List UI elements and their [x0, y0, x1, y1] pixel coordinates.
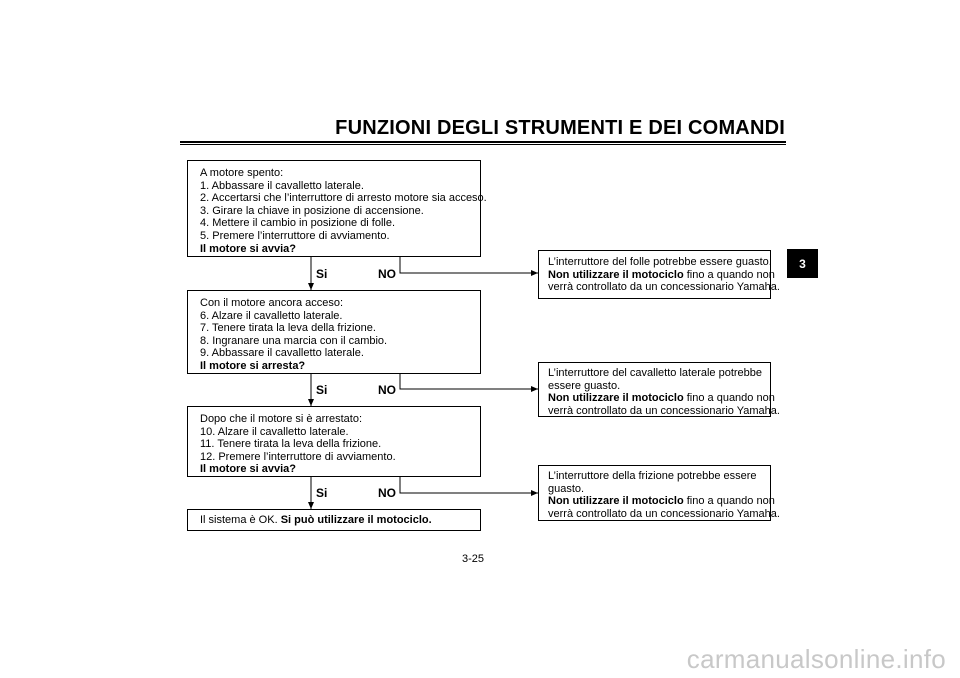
no-arrow-3 [400, 477, 538, 493]
yes-label-1: Si [316, 267, 328, 281]
box3-line: 12. Premere l’interruttore di avviamento. [200, 450, 396, 463]
box1-line: 3. Girare la chiave in posizione di accensione. [200, 204, 424, 217]
note1-rest: fino a quando non [683, 268, 775, 281]
box3-line: Dopo che il motore si è arrestato: [200, 413, 363, 425]
box2-question: Il motore si arresta? [200, 359, 306, 372]
box2-line: 7. Tenere tirata la leva della frizione. [200, 322, 376, 335]
page-number: 3-25 [462, 553, 485, 565]
yes-label-2: Si [316, 383, 328, 397]
note-box-1 [538, 250, 780, 299]
no-label-1: NO [378, 267, 396, 281]
note3-rest: fino a quando non [683, 495, 775, 508]
box3-question: Il motore si avvia? [200, 463, 296, 476]
note3-line: guasto. [548, 482, 585, 495]
no-label-2: NO [378, 383, 396, 397]
box3-line: 10. Alzare il cavalletto laterale. [200, 425, 349, 438]
box4-text: Il sistema è OK. [200, 514, 281, 526]
note-box-3 [538, 465, 780, 521]
no-arrow-2 [400, 374, 538, 389]
note1-bold: Non utilizzare il motociclo [548, 268, 684, 281]
chapter-tab: 3 [787, 249, 818, 278]
note2-line: essere guasto. [548, 379, 621, 392]
step-box-3 [187, 406, 481, 477]
box1-line: 4. Mettere il cambio in posizione di folle. [200, 217, 396, 230]
note2-line: L’interruttore del cavalletto laterale potrebbe [548, 367, 763, 379]
box2-line: 9. Abbassare il cavalletto laterale. [200, 347, 364, 360]
box1-line: 5. Premere l’interruttore di avviamento. [200, 229, 390, 242]
box1-line: A motore spento: [200, 167, 284, 179]
note1-line: L’interruttore del folle potrebbe essere guasto. [548, 256, 772, 268]
note3-bold: Non utilizzare il motociclo [548, 495, 684, 508]
note3-line: verrà controllato da un concessionario Yamaha. [548, 507, 780, 520]
note3-line: L’interruttore della frizione potrebbe essere [548, 470, 757, 482]
page-title: FUNZIONI DEGLI STRUMENTI E DEI COMANDI [335, 117, 785, 139]
note2-bold: Non utilizzare il motociclo [548, 392, 684, 405]
box3-line: 11. Tenere tirata la leva della frizione. [200, 438, 382, 451]
step-box-2 [187, 290, 481, 374]
box4-bold: Si può utilizzare il motociclo. [280, 514, 432, 526]
yes-label-3: Si [316, 486, 328, 500]
box1-line: 2. Accertarsi che l’interruttore di arresto motore sia acceso. [200, 192, 487, 205]
note1-line: verrà controllato da un concessionario Yamaha. [548, 281, 780, 294]
note-box-2 [538, 362, 780, 417]
note2-line: verrà controllato da un concessionario Yamaha. [548, 404, 780, 417]
no-label-3: NO [378, 486, 396, 500]
box2-line: 6. Alzare il cavalletto laterale. [200, 309, 343, 322]
note2-rest: fino a quando non [683, 392, 775, 405]
box1-line: 1. Abbassare il cavalletto laterale. [200, 179, 364, 192]
no-arrow-1 [400, 257, 538, 273]
box2-line: 8. Ingranare una marcia con il cambio. [200, 334, 388, 347]
step-box-1 [187, 160, 487, 257]
box1-question: Il motore si avvia? [200, 242, 296, 255]
step-box-4 [187, 509, 481, 531]
box2-line: Con il motore ancora acceso: [200, 297, 344, 309]
watermark: carmanualsonline.info [686, 644, 946, 674]
